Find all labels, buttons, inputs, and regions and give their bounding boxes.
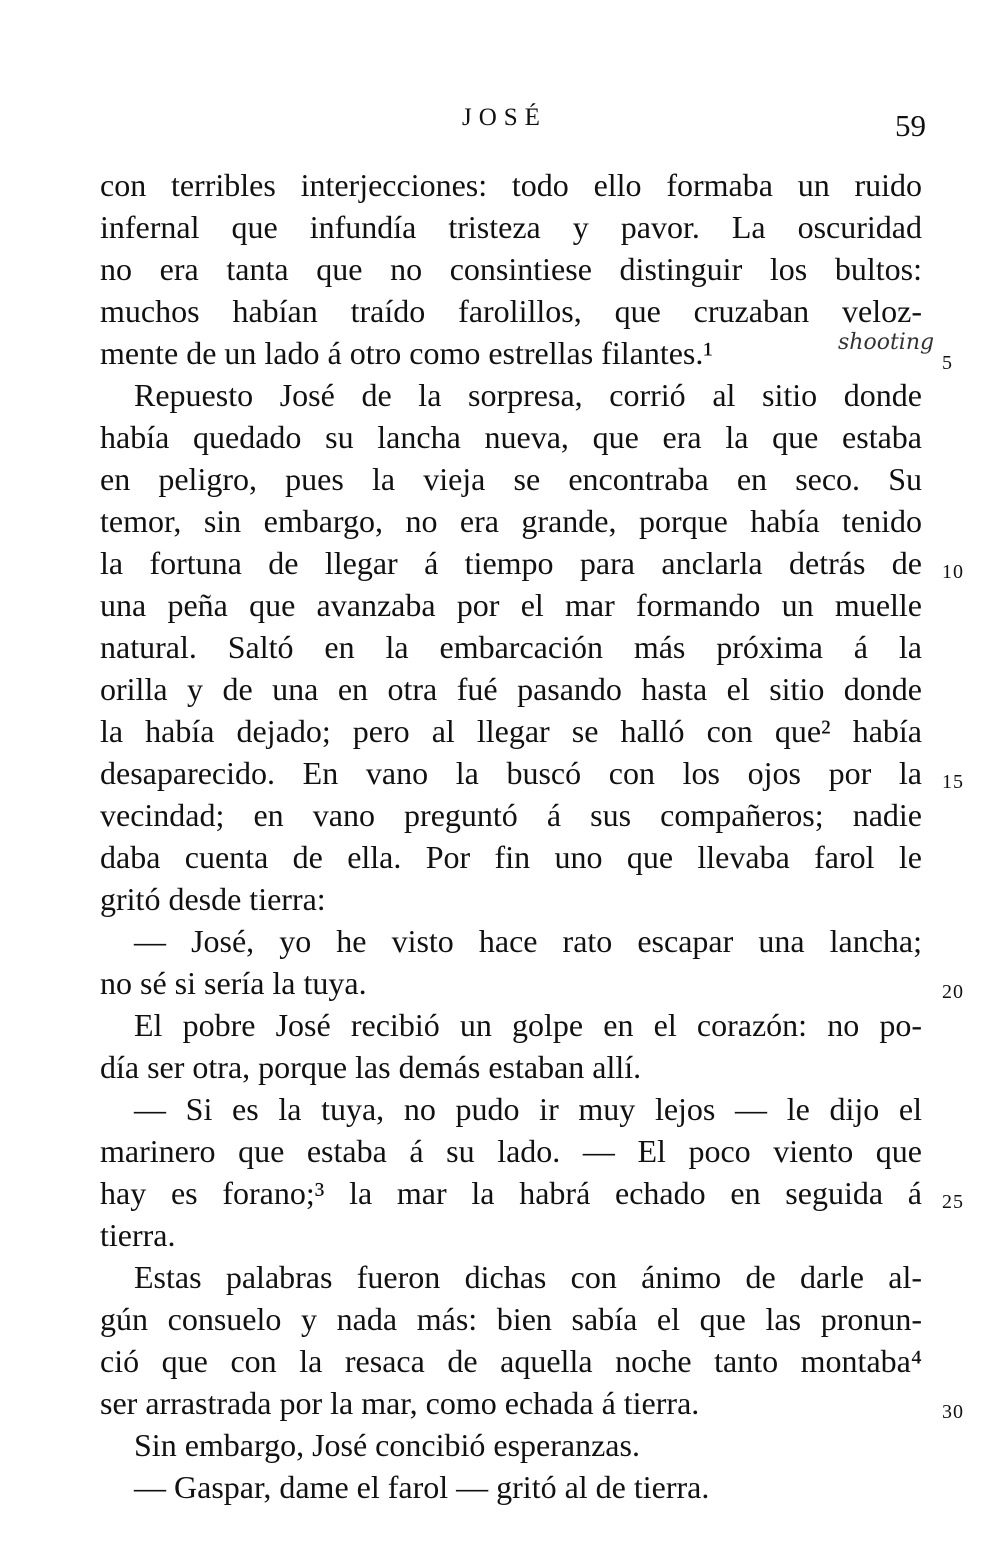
text-line: — Gaspar, dame el farol — gritó al de tierra.	[134, 1469, 710, 1505]
text-line: una peña que avanzaba por el mar formando un muelle	[100, 587, 922, 623]
text-line: muchos habían traído farolillos, que cruzaban veloz-	[100, 293, 922, 329]
text-line: la fortuna de llegar á tiempo para anclarla detrás de	[100, 545, 922, 581]
text-line: desaparecido. En vano la buscó con los ojos por la	[100, 755, 922, 791]
text-line: gún consuelo y nada más: bien sabía el que las pronun-	[100, 1301, 922, 1337]
text-line: marinero que estaba á su lado. — El poco viento que	[100, 1133, 922, 1169]
text-line: no era tanta que no consintiese distinguir los bultos:	[100, 251, 922, 287]
text-line: mente de un lado á otro como estrellas filantes.¹	[100, 335, 713, 371]
text-line: día ser otra, porque las demás estaban allí.	[100, 1049, 642, 1085]
text-line: había quedado su lancha nueva, que era la que estaba	[100, 419, 922, 455]
text-line: — José, yo he visto hace rato escapar una lancha;	[134, 923, 922, 959]
body-text	[100, 164, 922, 1508]
line-number-20: 20	[942, 981, 964, 1003]
text-line: con terribles interjecciones: todo ello formaba un ruido	[100, 167, 922, 203]
handwritten-note-shooting: shooting	[838, 330, 935, 355]
text-line: — Si es la tuya, no pudo ir muy lejos — le dijo el	[134, 1091, 922, 1127]
text-line: tierra.	[100, 1217, 176, 1253]
text-line: Sin embargo, José concibió esperanzas.	[134, 1427, 640, 1463]
text-line: daba cuenta de ella. Por fin uno que llevaba farol le	[100, 839, 922, 875]
line-number-30: 30	[942, 1401, 964, 1423]
text-line: infernal que infundía tristeza y pavor. La oscuridad	[100, 209, 922, 245]
text-line: ser arrastrada por la mar, como echada á tierra.	[100, 1385, 700, 1421]
text-line: en peligro, pues la vieja se encontraba en seco. Su	[100, 461, 922, 497]
text-line: orilla y de una en otra fué pasando hasta el sitio donde	[100, 671, 922, 707]
text-line: hay es forano;³ la mar la habrá echado en seguida á	[100, 1175, 922, 1211]
text-line: la había dejado; pero al llegar se halló con que² había	[100, 713, 922, 749]
line-number-5: 5	[942, 352, 953, 374]
text-line: vecindad; en vano preguntó á sus compañeros; nadie	[100, 797, 922, 833]
line-number-25: 25	[942, 1191, 964, 1213]
running-title: JOSÉ	[462, 104, 547, 131]
line-number-15: 15	[942, 771, 964, 793]
text-line: natural. Saltó en la embarcación más próxima á la	[100, 629, 922, 665]
text-line: temor, sin embargo, no era grande, porque había tenido	[100, 503, 922, 539]
text-line: El pobre José recibió un golpe en el corazón: no po-	[134, 1007, 922, 1043]
line-number-10: 10	[942, 561, 964, 583]
page-number: 59	[895, 108, 926, 143]
text-line: gritó desde tierra:	[100, 881, 326, 917]
text-line: Repuesto José de la sorpresa, corrió al sitio donde	[134, 377, 922, 413]
text-line: ció que con la resaca de aquella noche tanto montaba⁴	[100, 1343, 922, 1379]
text-line: Estas palabras fueron dichas con ánimo de darle al-	[134, 1259, 922, 1295]
text-line: no sé si sería la tuya.	[100, 965, 367, 1001]
